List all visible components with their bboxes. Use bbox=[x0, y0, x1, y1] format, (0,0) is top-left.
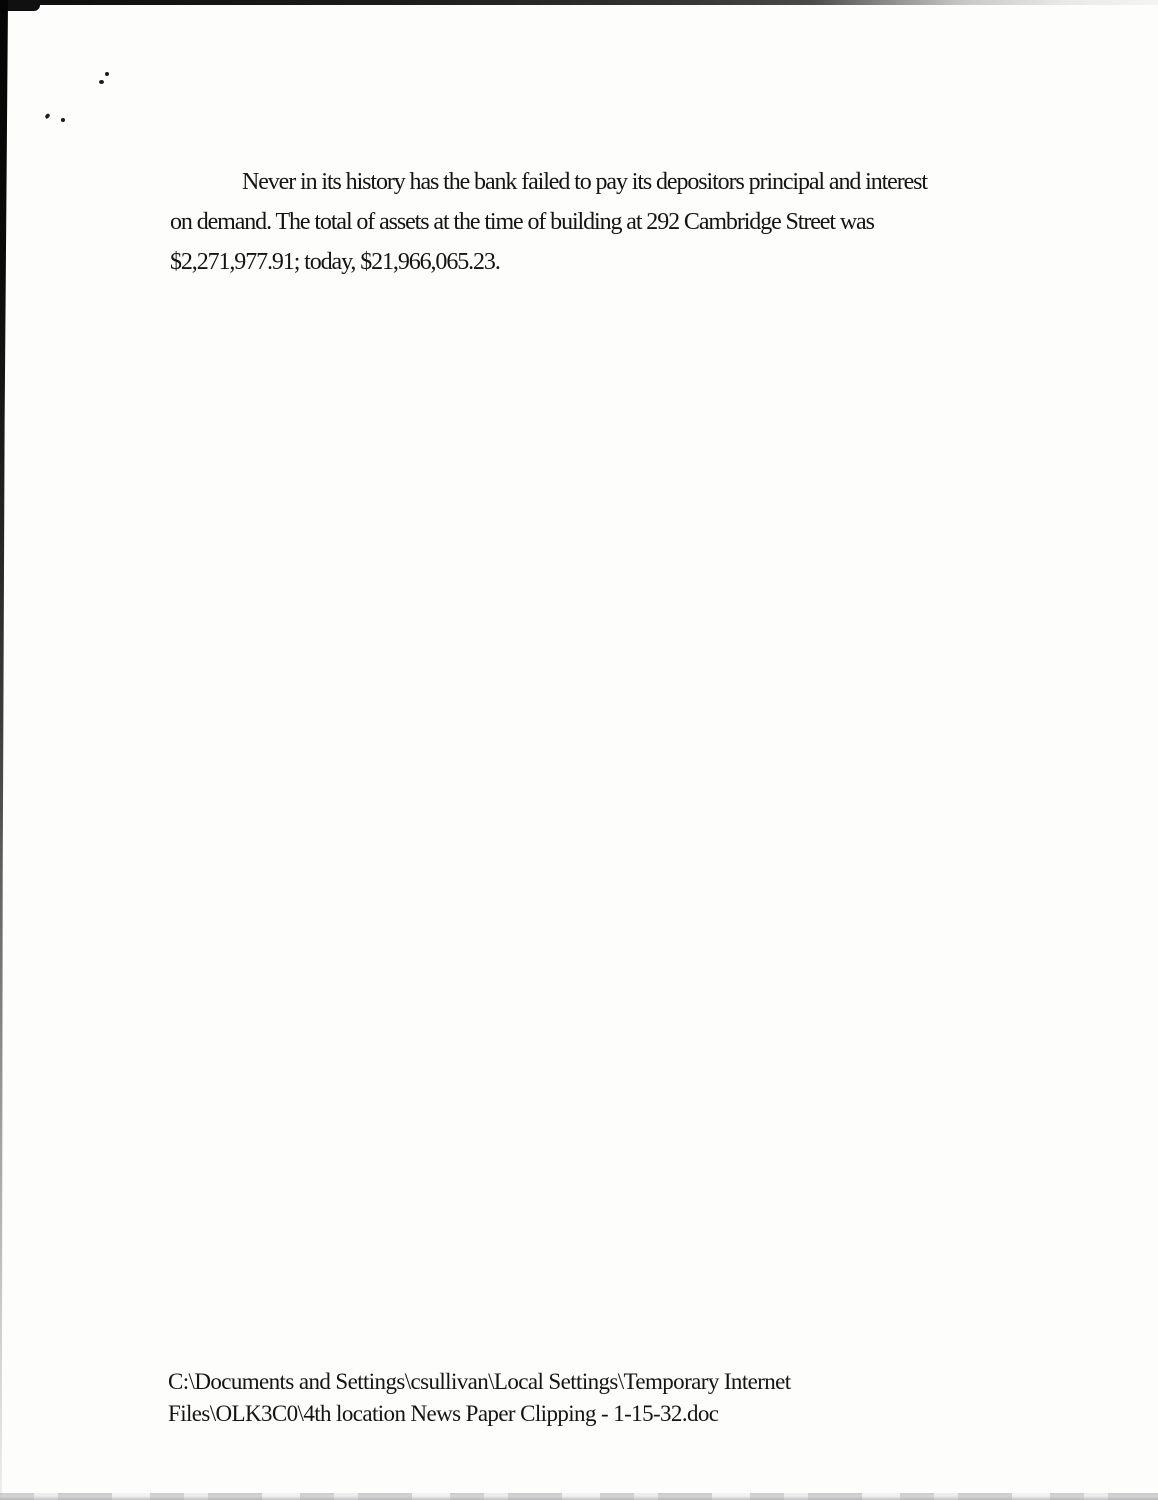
scan-edge-left bbox=[0, 0, 8, 1500]
paragraph-line: on demand. The total of assets at the time of building at 292 Cambridge Street was bbox=[170, 209, 874, 235]
footer-path-line: Files\OLK3C0\4th location News Paper Clipping - 1-15-32.doc bbox=[168, 1401, 719, 1426]
footer-path-line: C:\Documents and Settings\csullivan\Local Settings\Temporary Internet bbox=[168, 1369, 791, 1394]
scan-speck bbox=[61, 118, 65, 122]
document-paragraph bbox=[170, 162, 1010, 282]
scan-edge-top bbox=[0, 0, 1158, 5]
footer-file-path bbox=[168, 1366, 928, 1430]
scan-speck bbox=[44, 113, 50, 119]
paragraph-line: $2,271,977.91; today, $21,966,065.23. bbox=[170, 249, 500, 275]
paragraph-line: Never in its history has the bank failed to pay its depositors principal and interest bbox=[242, 169, 927, 195]
scan-speck bbox=[99, 80, 104, 84]
scan-speck bbox=[105, 72, 109, 76]
scan-edge-bottom bbox=[0, 1493, 1158, 1500]
